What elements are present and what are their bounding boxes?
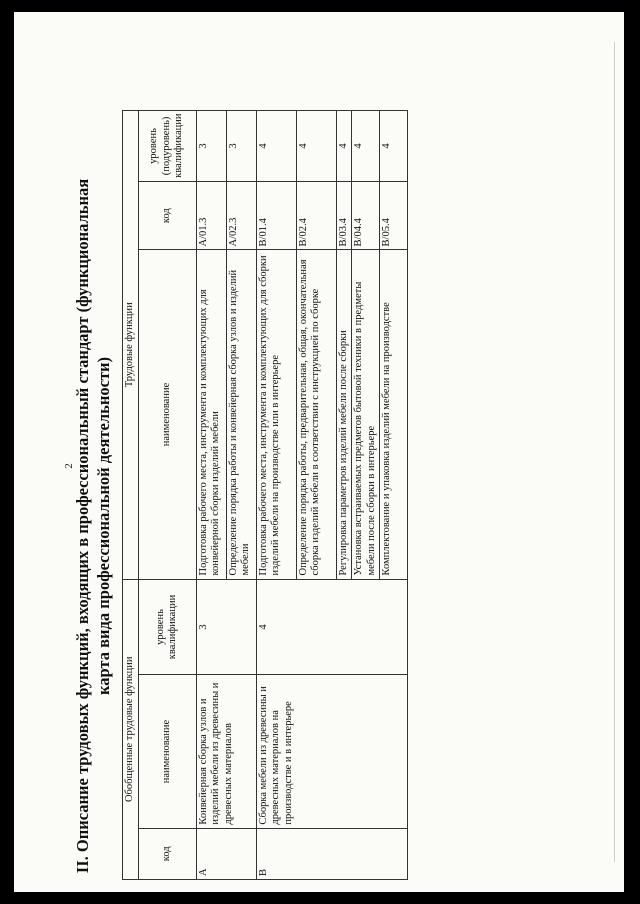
function-level: 4 xyxy=(336,111,352,182)
function-name: Установка встраиваемых предметов бытовой техники в предметы мебели после сборки в интерьере xyxy=(352,250,380,579)
header-level: уровень квалификации xyxy=(138,579,196,675)
group-code: B xyxy=(256,828,408,879)
header-function-level: уровень (подуровень) квалификации xyxy=(138,111,196,182)
function-level: 3 xyxy=(226,111,256,182)
function-code: A/01.3 xyxy=(196,181,226,250)
function-name: Определение порядка работы и конвейерная сборка узлов и изделий мебели xyxy=(226,250,256,579)
table-row xyxy=(256,111,296,880)
page-number: 2 xyxy=(62,463,75,469)
section-title: II. Описание трудовых функций, входящих в профессиональный стандарт (функциональная карта вида профессиональной деятельности) xyxy=(73,178,113,874)
function-level: 4 xyxy=(352,111,380,182)
function-name: Определение порядка работы, предварительная, общая, окончательная сборка изделий мебели в соответствии с инструкцией по сборке xyxy=(296,250,336,579)
function-name: Регулировка параметров изделий мебели после сборки xyxy=(336,250,352,579)
header-code: код xyxy=(138,828,196,879)
function-name: Подготовка рабочего места, инструмента и комплектующих для сборки изделий мебели на производстве или в интерьере xyxy=(256,250,296,579)
function-level: 4 xyxy=(380,111,408,182)
header-name: наименование xyxy=(138,675,196,828)
function-code: A/02.3 xyxy=(226,181,256,250)
function-level: 3 xyxy=(196,111,226,182)
function-code: B/02.4 xyxy=(296,181,336,250)
table-row xyxy=(196,111,226,880)
function-code: B/03.4 xyxy=(336,181,352,250)
group-name: Сборка мебели из древесины и древесных материалов на производстве и в интерьере xyxy=(256,675,408,828)
header-labor-functions: Трудовые функции xyxy=(123,111,139,580)
header-generalized-functions: Обобщенные трудовые функции xyxy=(123,579,139,879)
scan-artifact-line xyxy=(614,42,615,862)
function-level: 4 xyxy=(296,111,336,182)
labor-functions-table xyxy=(122,110,408,880)
function-level: 4 xyxy=(256,111,296,182)
header-row-columns xyxy=(138,111,196,880)
function-name: Подготовка рабочего места, инструмента и комплектующих для конвейерной сборки изделий мебели xyxy=(196,250,226,579)
function-code: B/04.4 xyxy=(352,181,380,250)
group-level: 4 xyxy=(256,579,408,675)
group-name: Конвейерная сборка узлов и изделий мебели из древесины и древесных материалов xyxy=(196,675,256,828)
header-function-name: наименование xyxy=(138,250,196,579)
function-name: Комплектование и упаковка изделий мебели на производстве xyxy=(380,250,408,579)
rotated-content xyxy=(72,60,592,880)
function-code: B/01.4 xyxy=(256,181,296,250)
group-level: 3 xyxy=(196,579,256,675)
header-row-groups xyxy=(123,111,139,880)
group-code: A xyxy=(196,828,256,879)
function-code: B/05.4 xyxy=(380,181,408,250)
header-function-code: код xyxy=(138,181,196,250)
